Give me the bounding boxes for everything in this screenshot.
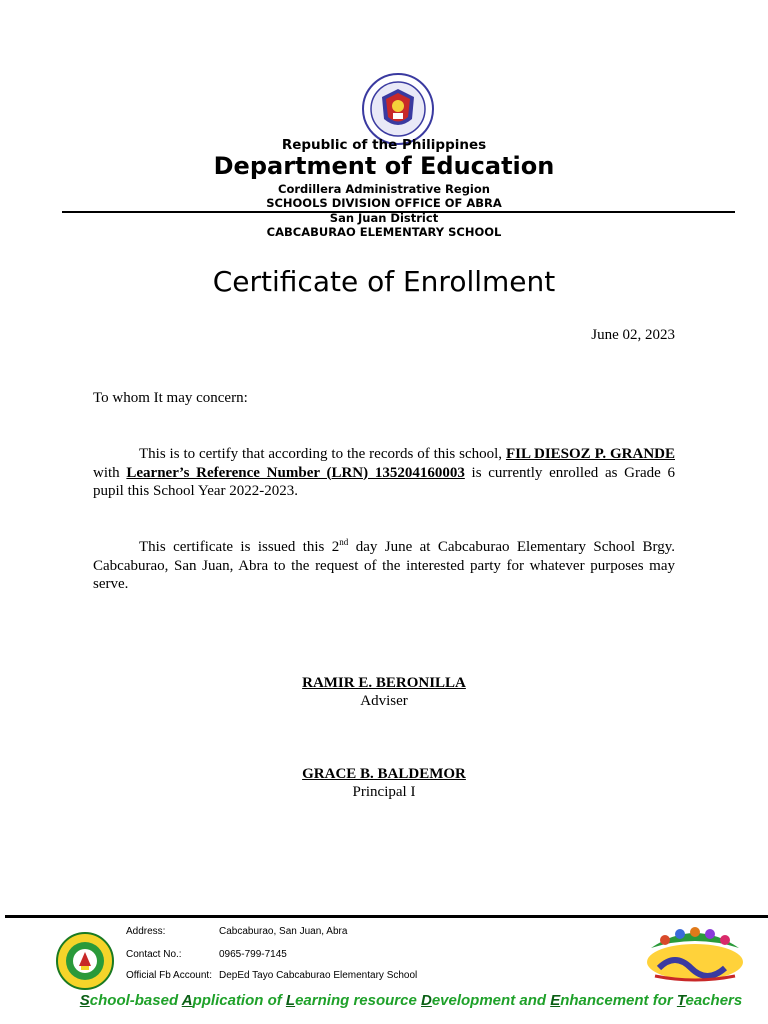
salpet-logo-icon	[645, 922, 745, 982]
adviser-role: Adviser	[360, 693, 408, 709]
principal-name: GRACE B. BALDEMOR	[302, 766, 466, 782]
motto-cap-s: S	[79, 992, 90, 1009]
p2-before: This certificate is issued this 2	[139, 539, 340, 555]
certification-paragraph	[93, 445, 675, 501]
motto-rest-s: chool-based	[89, 992, 182, 1009]
p1-mid: with	[93, 464, 127, 481]
district-heading: San Juan District	[329, 211, 439, 225]
principal-role: Principal I	[352, 784, 416, 800]
contact-value: 0965-799-7145	[219, 949, 287, 960]
fb-value: DepEd Tayo Cabcaburao Elementary School	[219, 970, 418, 981]
motto-rest-a: pplication of	[192, 992, 286, 1009]
ordinal-suffix: nd	[339, 537, 349, 547]
motto-rest-t: eachers	[685, 992, 743, 1009]
motto-cap-d: D	[420, 992, 432, 1009]
motto-cap-t: T	[676, 992, 686, 1009]
motto-cap-e: E	[550, 992, 561, 1009]
motto-rest-e: nhancement for	[560, 992, 677, 1009]
certificate-date: June 02, 2023	[591, 327, 675, 343]
adviser-name: RAMIR E. BERONILLA	[302, 675, 466, 691]
contact-label: Contact No.:	[126, 949, 182, 960]
p1-after: is currently enrolled as Grade 6 pupil this School Year 2022-2023.	[93, 464, 676, 499]
salutation: To whom It may concern:	[93, 390, 248, 406]
motto-rest-d: evelopment and	[431, 992, 551, 1009]
address-label: Address:	[126, 926, 166, 937]
fb-label: Official Fb Account:	[126, 970, 212, 981]
division-heading: SCHOOLS DIVISION OFFICE OF ABRA	[266, 196, 502, 210]
p2-after: day June at Cabcaburao Elementary School Brgy. Cabcaburao, San Juan, Abra to the request of the interested party for whatever purposes may serve.	[93, 539, 676, 592]
motto-tagline	[0, 992, 768, 1009]
p1-before: This is to certify that according to the records of this school,	[139, 446, 506, 462]
republic-heading: Republic of the Philippines	[281, 137, 487, 153]
department-heading: Department of Education	[213, 152, 555, 180]
school-logo-icon	[55, 932, 115, 990]
motto-cap-l: L	[285, 992, 296, 1009]
lrn-number: Learner’s Reference Number (LRN) 135204160003	[126, 464, 465, 481]
school-heading: CABCABURAO ELEMENTARY SCHOOL	[266, 225, 502, 239]
address-value: Cabcaburao, San Juan, Abra	[219, 926, 348, 937]
certificate-title: Certificate of Enrollment	[212, 265, 556, 298]
deped-seal-icon	[359, 73, 437, 145]
region-heading: Cordillera Administrative Region	[278, 182, 490, 196]
student-name: FIL DIESOZ P. GRANDE	[505, 446, 675, 462]
footer-divider	[5, 915, 768, 918]
motto-cap-a: A	[181, 992, 193, 1009]
issuance-paragraph	[93, 538, 675, 594]
motto-rest-l: earning resource	[295, 992, 421, 1009]
